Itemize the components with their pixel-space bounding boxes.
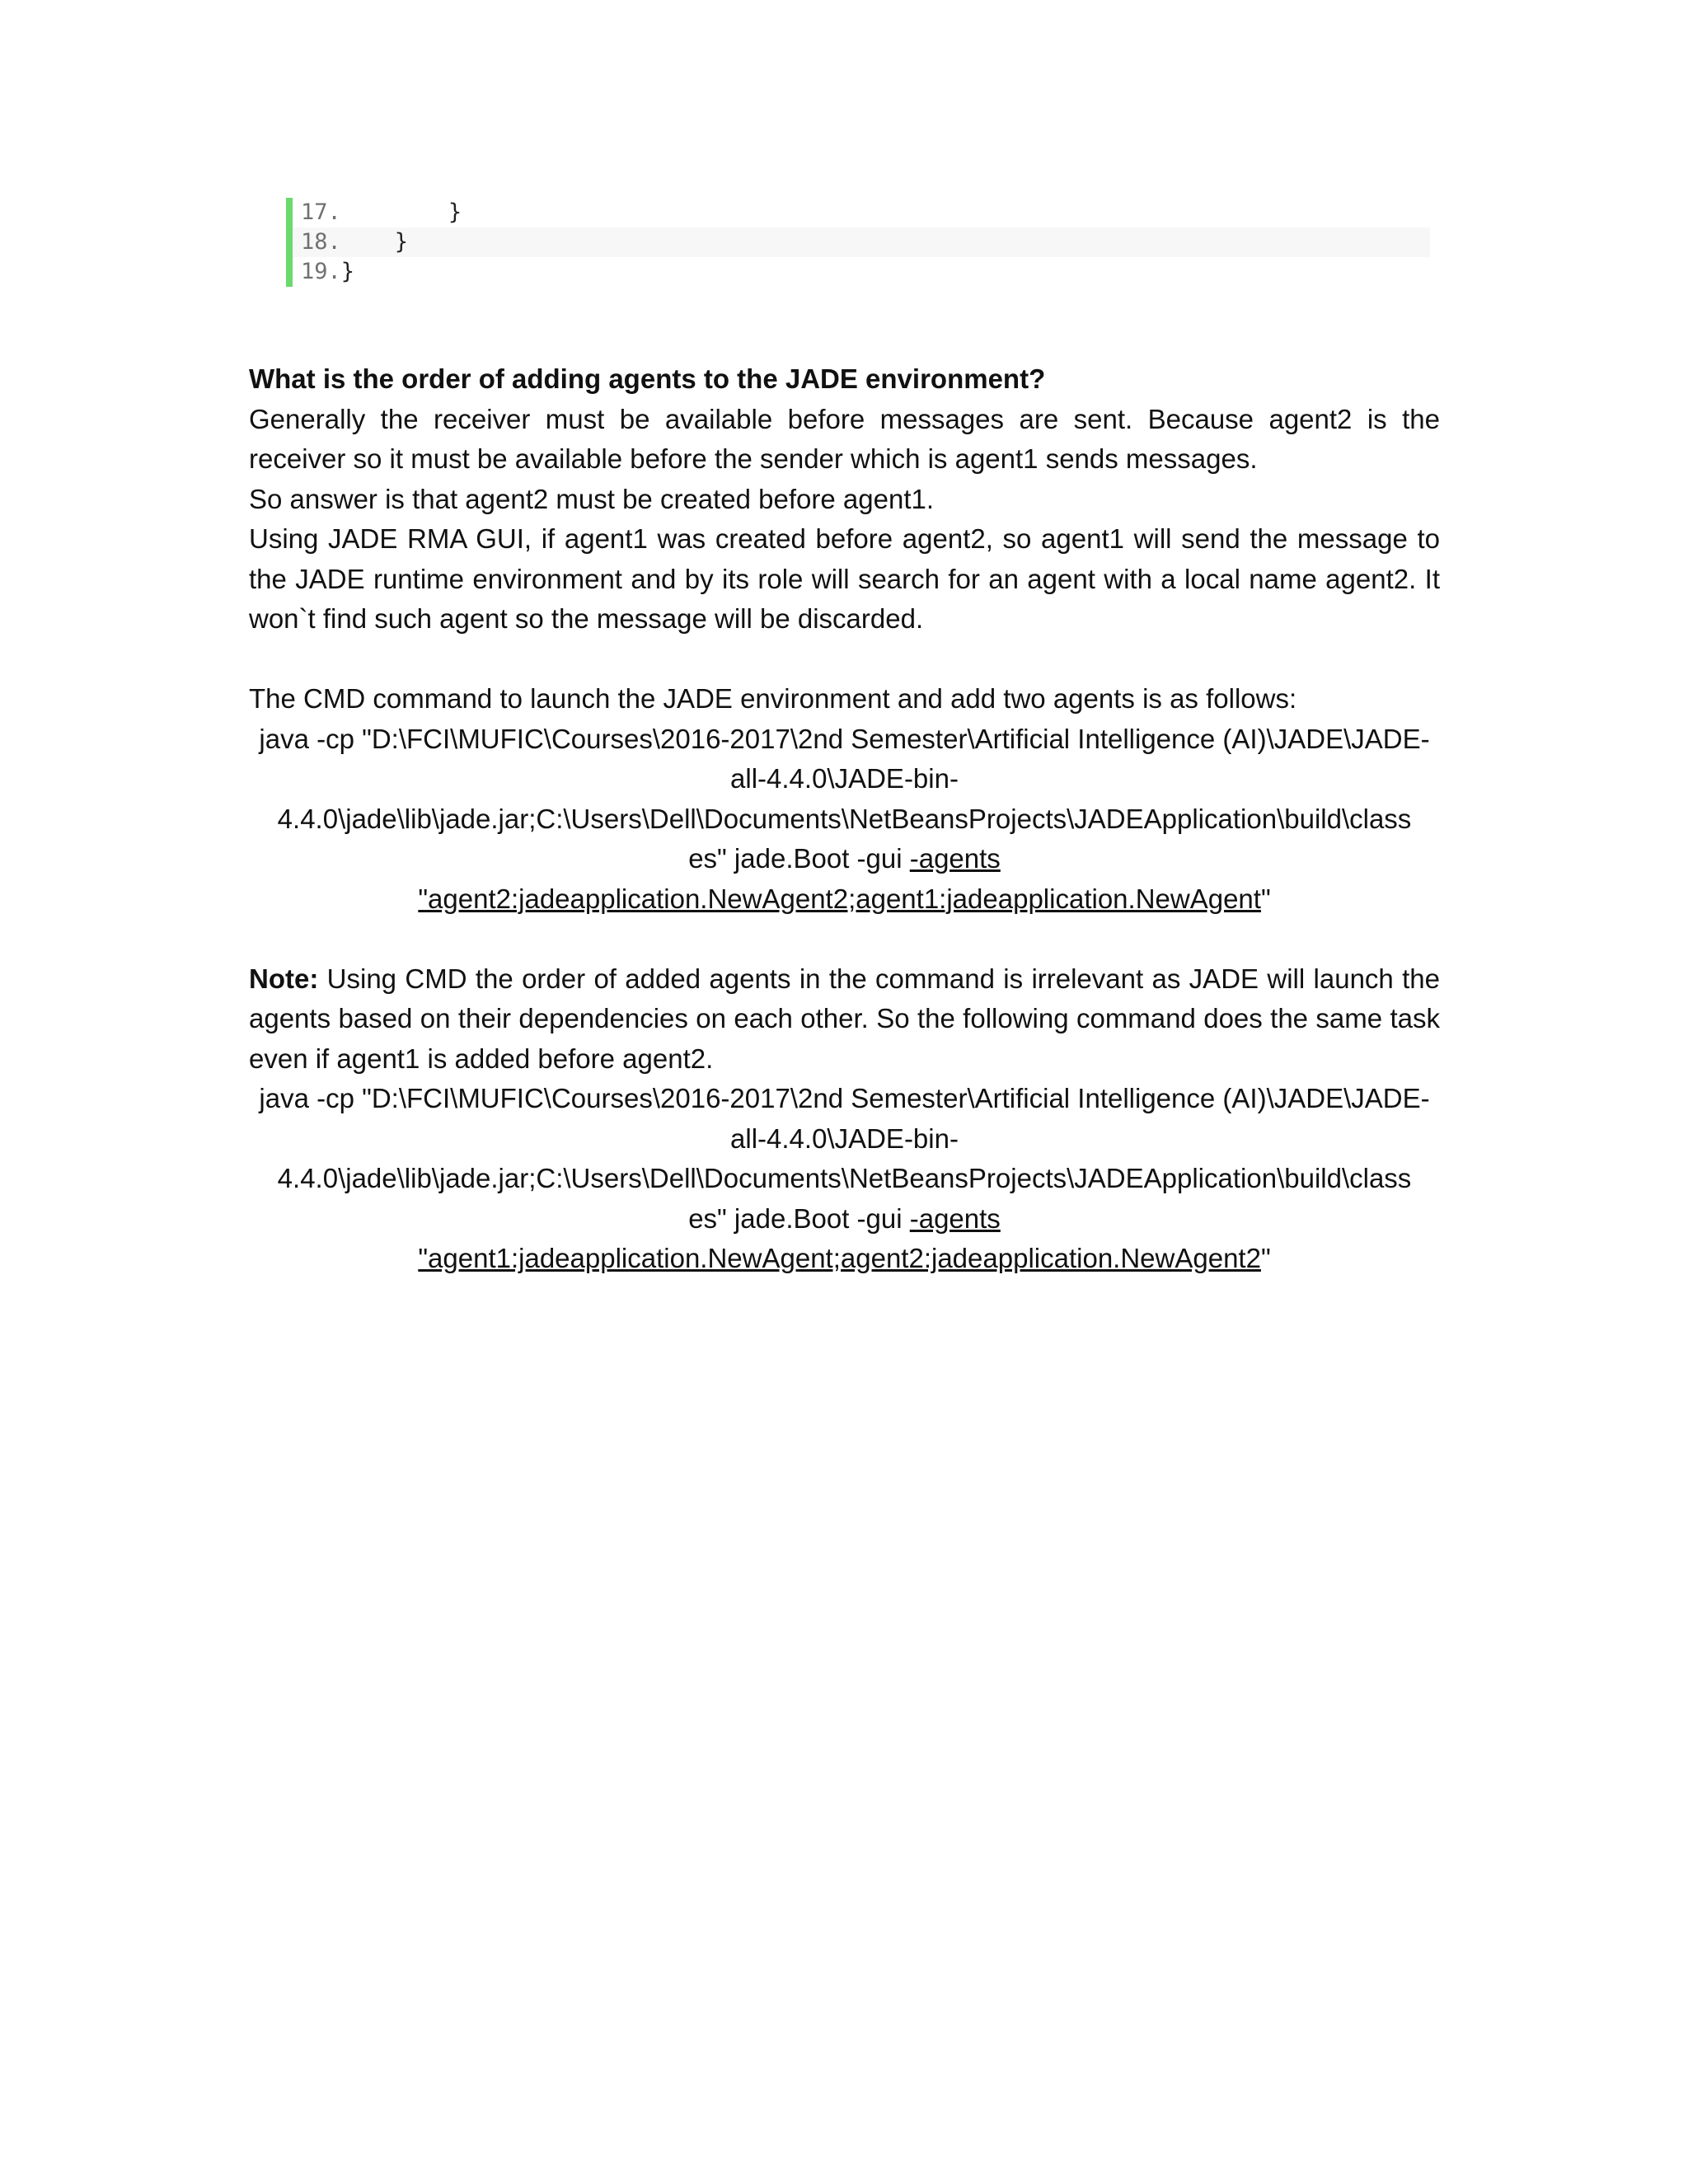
cmd-line [249,1199,1440,1240]
paragraph-receiver: Generally the receiver must be available before messages are sent. Because agent2 is the receiver so it must be available before the sender which is agent1 sends messages. [249,403,1440,474]
agents-flag-link[interactable]: -agents [909,1202,1001,1234]
cmd-command-1 [249,719,1440,920]
line-number: 17. [301,199,341,225]
paragraph-cmd-intro: The CMD command to launch the JADE environment and add two agents is as follows: [249,683,1297,714]
cmd-text: " [1260,883,1271,914]
note-label: Note: [249,963,319,994]
cmd-line: all-4.4.0\JADE-bin- [730,1122,959,1154]
code-text: } [340,199,462,225]
code-line [293,198,1430,227]
code-text: } [340,259,355,284]
code-line [293,257,1430,287]
cmd-line: all-4.4.0\JADE-bin- [730,763,959,794]
paragraph-answer: So answer is that agent2 must be created before agent1. [249,483,935,514]
line-number: 18. [301,229,341,255]
spacer [249,640,1440,680]
cmd-text: es" jade.Boot -gui [688,843,910,874]
cmd-text: " [1260,1243,1271,1273]
cmd-line [249,1239,1440,1279]
code-text: } [340,229,409,255]
note-text: Using CMD the order of added agents in the command is irrelevant as JADE will launch the agents based on their dependencies on each other. So the following command does the same task even if agent1 is added before agent2. [249,963,1440,1074]
paragraph-rma-gui: Using JADE RMA GUI, if agent1 was created before agent2, so agent1 will send the message to the JADE runtime environment and by its role will search for an agent with a local name agent2. It won`t find such agent so the message will be discarded. [249,523,1440,634]
cmd-line [249,839,1440,879]
section-heading: What is the order of adding agents to the JADE environment? [249,363,1046,394]
paragraph-note [249,959,1440,1080]
agents-list-link[interactable]: "agent1:jadeapplication.NewAgent;agent2:jadeapplication.NewAgent2 [418,1243,1261,1273]
cmd-command-2 [249,1079,1440,1279]
cmd-text: es" jade.Boot -gui [688,1202,910,1234]
line-number: 19. [301,259,341,284]
spacer [249,919,1440,959]
cmd-line [249,879,1440,920]
code-line [293,227,1430,257]
agents-flag-link[interactable]: -agents [909,843,1001,874]
code-snippet [286,198,1430,287]
cmd-line: 4.4.0\jade\lib\jade.jar;C:\Users\Dell\Documents\NetBeansProjects\JADEApplication\build\class [277,803,1412,834]
cmd-line: java -cp "D:\FCI\MUFIC\Courses\2016-2017\2nd Semester\Artificial Intelligence (AI)\JADE\JADE- [259,1083,1430,1113]
document-body [249,359,1440,1279]
cmd-line: 4.4.0\jade\lib\jade.jar;C:\Users\Dell\Documents\NetBeansProjects\JADEApplication\build\class [277,1163,1412,1193]
cmd-line: java -cp "D:\FCI\MUFIC\Courses\2016-2017\2nd Semester\Artificial Intelligence (AI)\JADE\JADE- [259,723,1430,754]
agents-list-link[interactable]: "agent2:jadeapplication.NewAgent2;agent1:jadeapplication.NewAgent [418,883,1261,914]
